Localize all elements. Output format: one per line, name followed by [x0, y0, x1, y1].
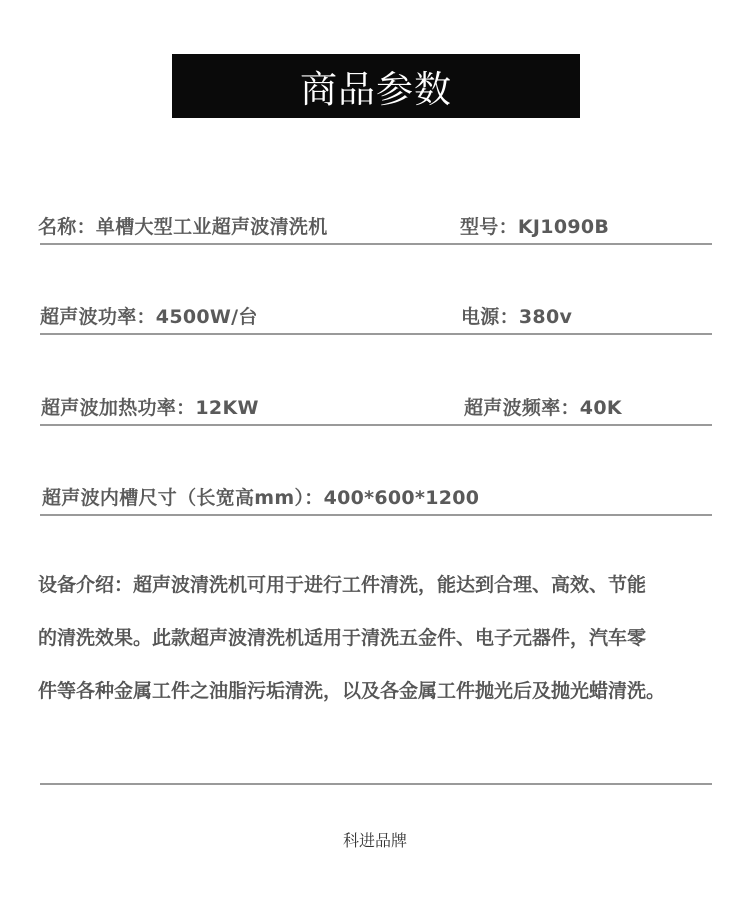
row-divider: [40, 243, 712, 245]
param-heating-power: 超声波加热功率：12KW: [41, 397, 259, 419]
param-model: 型号：KJ1090B: [460, 216, 610, 238]
page-title: 商品参数: [300, 68, 452, 111]
param-name: 名称：单槽大型工业超声波清洗机: [38, 216, 328, 238]
equipment-description: [38, 570, 718, 729]
param-power-supply: 电源：380v: [461, 306, 573, 328]
param-tank-size: 超声波内槽尺寸（长宽高mm）：400*600*1200: [42, 487, 480, 509]
param-row-power-supply: [40, 306, 712, 335]
param-row-name-model: [38, 216, 712, 245]
param-row-heating-frequency: [40, 397, 712, 426]
param-row-tank-size: [40, 487, 712, 516]
param-frequency: 超声波频率：40K: [464, 397, 622, 419]
title-banner: [172, 54, 580, 118]
brand-label: 科进品牌: [342, 831, 407, 850]
param-ultrasonic-power: 超声波功率：4500W/台: [40, 306, 258, 328]
description-line: 设备介绍：超声波清洗机可用于进行工件清洗，能达到合理、高效、节能: [38, 574, 647, 596]
bottom-divider: [40, 783, 712, 785]
row-divider: [40, 514, 712, 516]
row-divider: [40, 333, 712, 335]
row-divider: [40, 424, 712, 426]
description-line: 的清洗效果。此款超声波清洗机适用于清洗五金件、电子元器件，汽车零: [38, 627, 647, 649]
description-line: 件等各种金属工件之油脂污垢清洗，以及各金属工件抛光后及抛光蜡清洗。: [38, 680, 666, 702]
